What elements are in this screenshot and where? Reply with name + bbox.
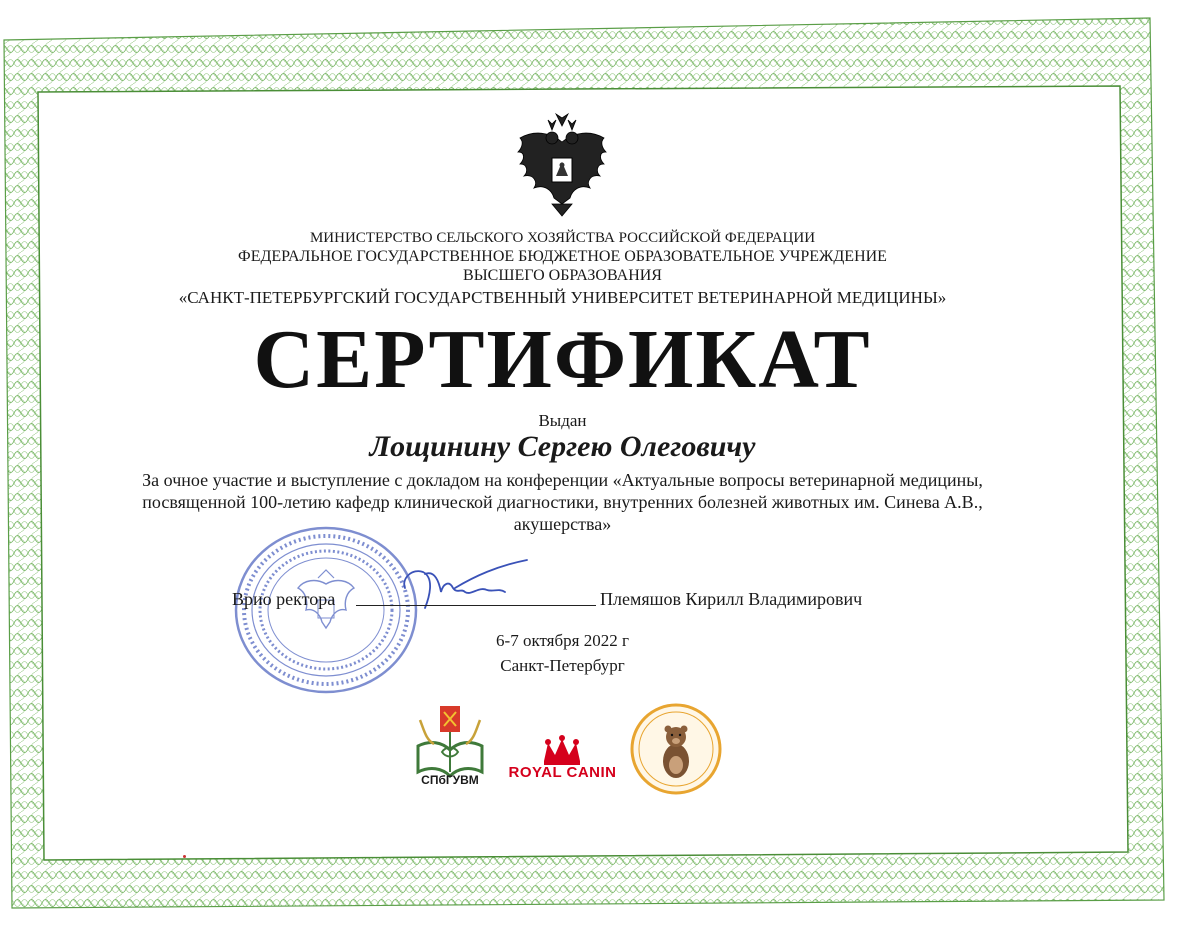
event-date: 6-7 октября 2022 г	[496, 631, 629, 650]
coat-of-arms-icon	[512, 112, 612, 220]
ministry-line: МИНИСТЕРСТВО СЕЛЬСКОГО ХОЗЯЙСТВА РОССИЙСКОЙ ФЕДЕРАЦИИ	[309, 230, 816, 246]
university-abbr: СПбГУВМ	[421, 773, 479, 787]
issued-label: Выдан	[538, 411, 587, 430]
signer-name: Племяшов Кирилл Владимирович	[600, 589, 863, 609]
award-reason-line-2: посвященной 100-летию кафедр клинической диагностики, внутренних болезней животных им. Синева А.В.,	[142, 492, 983, 512]
award-reason	[55, 469, 1070, 535]
royal-canin-wordmark: ROYAL CANIN	[508, 764, 617, 781]
university-name: «САНКТ-ПЕТЕРБУРГСКИЙ ГОСУДАРСТВЕННЫЙ УНИВЕРСИТЕТ ВЕТЕРИНАРНОЙ МЕДИЦИНЫ»	[178, 288, 947, 307]
signer-position: Врио ректора	[232, 589, 336, 609]
ink-speck	[183, 855, 186, 858]
signature-line	[356, 605, 596, 606]
event-city: Санкт-Петербург	[500, 656, 625, 675]
certificate-title: СЕРТИФИКАТ	[253, 313, 872, 406]
institution-line-2: ВЫСШЕГО ОБРАЗОВАНИЯ	[463, 267, 662, 284]
bear-mascot-logo-icon	[630, 703, 722, 795]
award-reason-line-1: За очное участие и выступление с докладом на конференции «Актуальные вопросы ветеринарной медицины,	[142, 470, 983, 490]
recipient-name: Лощинину Сергею Олеговичу	[369, 430, 756, 463]
institution-line-1: ФЕДЕРАЛЬНОЕ ГОСУДАРСТВЕННОЕ БЮДЖЕТНОЕ ОБРАЗОВАТЕЛЬНОЕ УЧРЕЖДЕНИЕ	[238, 248, 887, 265]
award-reason-line-3: акушерства»	[513, 514, 612, 534]
royal-canin-crown-icon	[500, 735, 625, 790]
